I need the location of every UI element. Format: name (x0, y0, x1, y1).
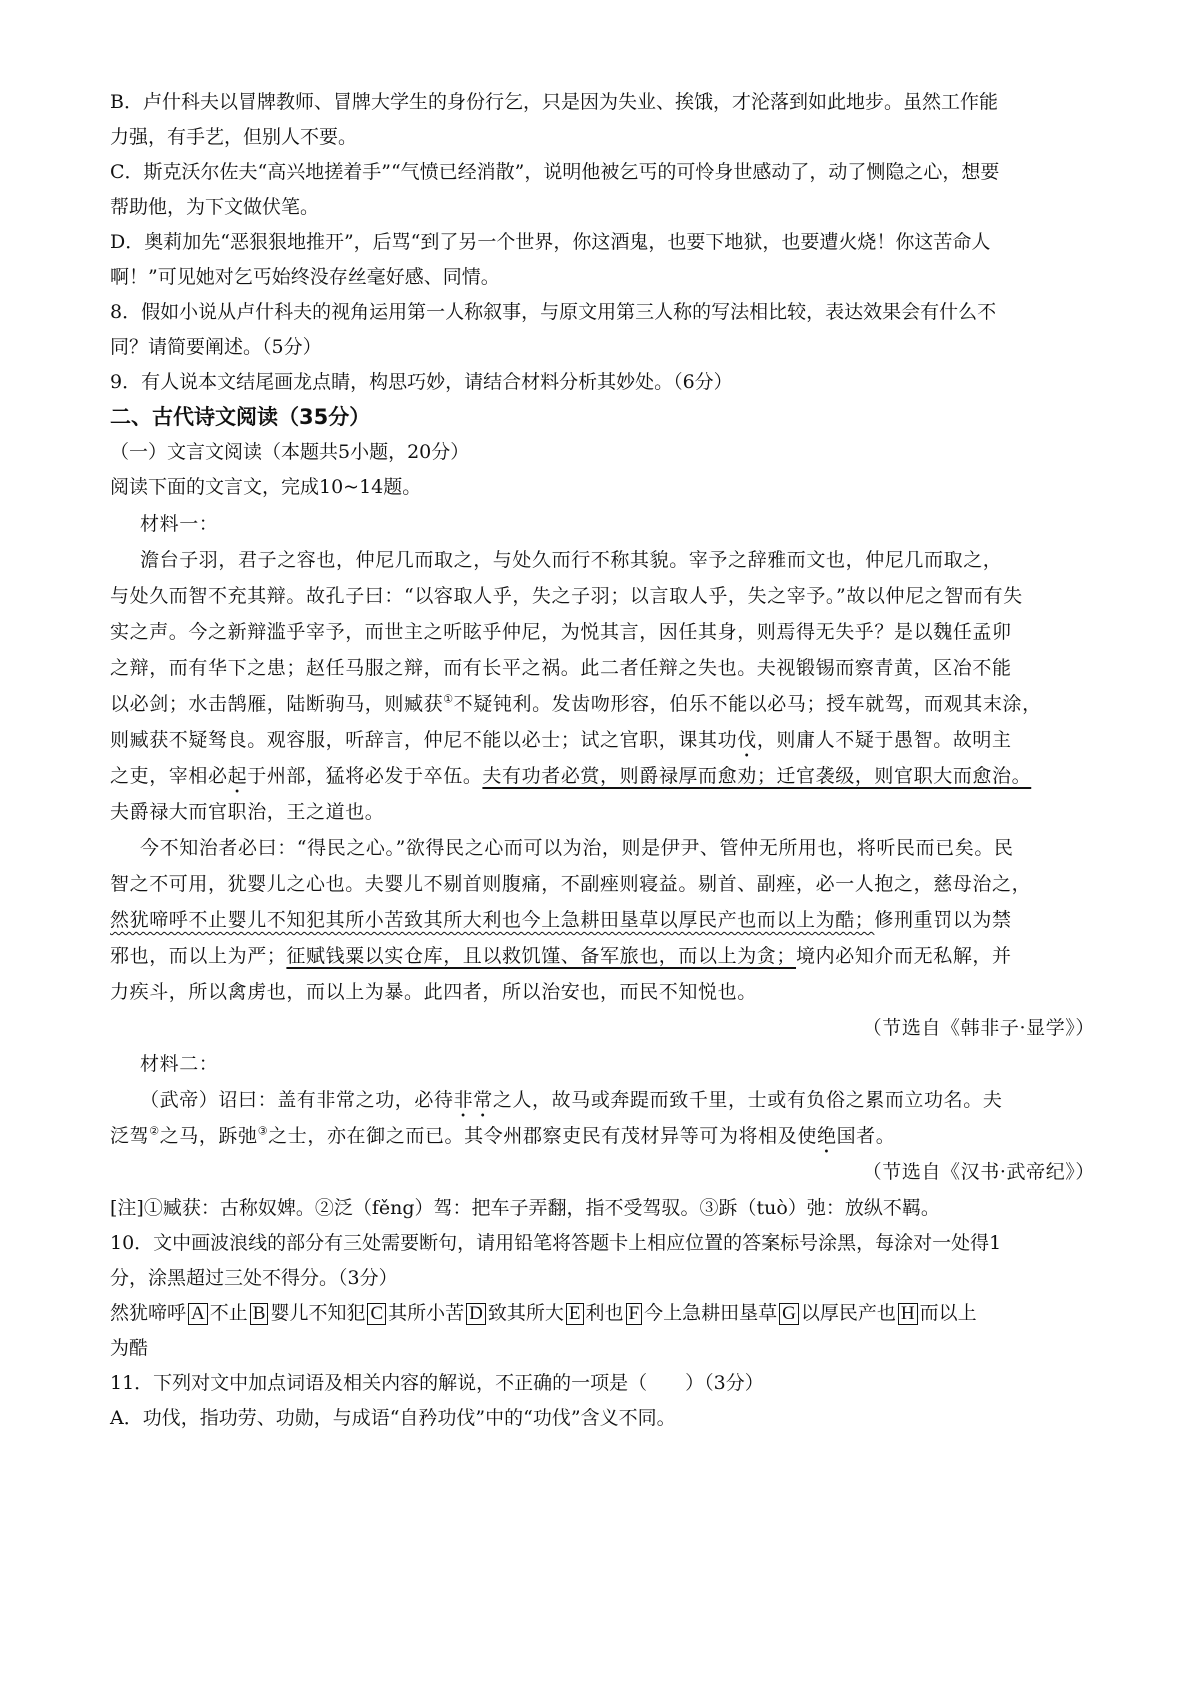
passage-text: 之吏，宰相必 (110, 765, 228, 787)
footnote-marker: ③ (257, 1124, 269, 1138)
passage-text: ，则庸人不疑于愚智。故明主 (756, 729, 1012, 751)
underlined-sentence: 夫有功者必赏，则爵禄厚而愈劝；迁官袭级，则官职大而愈治。 (482, 765, 1032, 787)
material-1-label: 材料一： (140, 513, 219, 535)
segment-text: 以厚民产也 (800, 1302, 896, 1324)
passage-text: 泛驾 (110, 1125, 150, 1147)
passage-text: 修刑重罚以为禁 (874, 909, 1012, 931)
passage-line: 澹台子羽，君子之容也，仲尼几而取之，与处久而行不称其貌。宰予之辞雅而文也，仲尼几而取之， (140, 549, 1003, 571)
question-8-line-2: 同？请简要阐述。（5分） (110, 336, 322, 358)
segment-text: 不止 (209, 1302, 248, 1324)
passage-line (110, 908, 1100, 932)
question-9: 9．有人说本文结尾画龙点睛，构思巧妙，请结合材料分析其妙处。（6分） (110, 371, 733, 393)
segment-text: 然犹啼呼 (110, 1302, 187, 1324)
segment-text: 婴儿不知犯 (270, 1302, 366, 1324)
subsection-heading: （一）文言文阅读（本题共5小题，20分） (110, 441, 470, 463)
passage-line (110, 1124, 1100, 1158)
sentence-break-last: 为酷 (110, 1337, 149, 1359)
passage-line: 与处久而智不充其辩。故孔子曰：“以容取人乎，失之子羽；以言取人乎，失之宰予。”故以仲尼之智而有失 (110, 585, 1023, 607)
annotation-note: [注]①臧获：古称奴婢。②泛（fěng）驾：把车子弄翻，指不受驾驭。③跅（tuò）弛：放纵不羁。 (110, 1197, 940, 1219)
segment-text: 而以上 (919, 1302, 977, 1324)
material-2-label: 材料二： (140, 1053, 219, 1075)
option-d-line-2: 啊！”可见她对乞丐始终没存丝毫好感、同情。 (110, 266, 500, 288)
passage-text: 之马，跅弛 (159, 1125, 258, 1147)
option-c-line-2: 帮助他，为下文做伏笔。 (110, 196, 320, 218)
passage-text: （武帝）诏曰：盖有非常之功，必待 (140, 1089, 454, 1111)
option-b-line-2: 力强，有手艺，但别人不要。 (110, 126, 358, 148)
passage-text: 于州部，猛将必发于卒伍。 (247, 765, 483, 787)
passage-line (110, 728, 1100, 762)
footnote-marker: ② (149, 1124, 160, 1138)
passage-line (110, 944, 1100, 968)
passage-text: 之士，亦在御之而已。其令州郡察吏民有茂材异等可为将相及使 (268, 1125, 817, 1147)
passage-line: 智之不可用，犹婴儿之心也。夫婴儿不剔首则腹痛，不副痤则寝益。剔首、副痤，必一人抱之，慈母治之， (110, 873, 1032, 895)
passage-text: 邪也，而以上为严； (110, 945, 287, 967)
break-box-h[interactable]: H (898, 1303, 918, 1325)
passage-text: 不疑钝利。发齿吻形容，伯乐不能以必马；授车就驾，而观其末涂， (453, 693, 1042, 715)
passage-text: 境内必知介而无私解，并 (796, 945, 1012, 967)
dotted-word: 绝 (816, 1125, 837, 1147)
question-8-line-1: 8．假如小说从卢什科夫的视角运用第一人称叙事，与原文用第三人称的写法相比较，表达效果会有什么不 (110, 301, 997, 323)
break-box-b[interactable]: B (250, 1303, 269, 1325)
option-b-line-1: B．卢什科夫以冒牌教师、冒牌大学生的身份行乞，只是因为失业、挨饿，才沦落到如此地步。虽然工作能 (110, 91, 998, 113)
passage-text: 以必剑；水击鹄雁，陆断驹马，则臧获 (110, 693, 444, 715)
dotted-word: 起 (227, 765, 248, 787)
underlined-sentence: 征赋钱粟以实仓库，且以救饥馑、备军旅也，而以上为贪； (286, 945, 797, 967)
passage-text: 之人，故马或奔踶而致千里，士或有负俗之累而立功名。夫 (492, 1089, 1003, 1111)
passage-line (140, 1088, 1100, 1122)
question-10-line-2: 分，涂黑超过三处不得分。（3分） (110, 1267, 398, 1289)
break-box-d[interactable]: D (466, 1303, 486, 1325)
passage-line: 力疾斗，所以禽虏也，而以上为暴。此四者，所以治安也，而民不知悦也。 (110, 981, 757, 1003)
break-box-c[interactable]: C (367, 1303, 386, 1325)
segment-text: 致其所大 (487, 1302, 564, 1324)
passage-line: 实之声。今之新辩滥乎宰予，而世主之听眩乎仲尼，为悦其言，因任其身，则焉得无失乎？是以魏任孟卯 (110, 621, 1012, 643)
passage-line: 今不知治者必曰：“得民之心。”欲得民之心而可以为治，则是伊尹、管仲无所用也，将听民而已矣。民 (140, 837, 1014, 859)
sentence-break-options (110, 1301, 1100, 1325)
passage-line: 之辩，而有华下之患；赵任马服之辩，而有长平之祸。此二者任辩之失也。夫视锻锡而察青黄，区冶不能 (110, 657, 1012, 679)
section-heading: 二、古代诗文阅读（35分） (110, 405, 371, 429)
passage-line (110, 692, 1100, 716)
break-box-f[interactable]: F (626, 1303, 643, 1325)
segment-text: 其所小苦 (388, 1302, 465, 1324)
dotted-word: 伐 (737, 729, 757, 751)
wavy-underlined-sentence: 然犹啼呼不止婴儿不知犯其所小苦致其所大利也今上急耕田垦草以厚民产也而以上为酷； (110, 909, 875, 931)
break-box-a[interactable]: A (188, 1303, 208, 1325)
reading-instruction: 阅读下面的文言文，完成10~14题。 (110, 476, 422, 498)
passage-line (110, 764, 1100, 798)
question-10-line-1: 10．文中画波浪线的部分有三处需要断句，请用铅笔将答题卡上相应位置的答案标号涂黑，每涂对一处得1 (110, 1232, 1002, 1254)
dotted-word: 非常 (453, 1089, 493, 1111)
question-11-option-a: A．功伐，指功劳、功勋，与成语“自矜功伐”中的“功伐”含义不同。 (110, 1407, 676, 1429)
option-c-line-1: C．斯克沃尔佐夫“高兴地搓着手”“气愤已经消散”，说明他被乞丐的可怜身世感动了，动了恻隐之心，想要 (110, 161, 1000, 183)
question-11: 11．下列对文中加点词语及相关内容的解说，不正确的一项是（ ）（3分） (110, 1372, 764, 1394)
passage-line: 夫爵禄大而官职治，王之道也。 (110, 801, 385, 823)
break-box-e[interactable]: E (566, 1303, 584, 1325)
segment-text: 利也 (585, 1302, 624, 1324)
footnote-marker: ① (443, 692, 454, 706)
source-citation: （节选自《韩非子·显学》） (862, 1017, 1095, 1039)
passage-text: 则臧获不疑驽良。观容服，听辞言，仲尼不能以必士；试之官职，课其功 (110, 729, 738, 751)
option-d-line-1: D．奥莉加先“恶狠狠地推开”，后骂“到了另一个世界，你这酒鬼，也要下地狱，也要遭火烧！你这苦命人 (110, 231, 991, 253)
break-box-g[interactable]: G (779, 1303, 799, 1325)
passage-text: 国者。 (836, 1125, 896, 1147)
segment-text: 今上急耕田垦草 (644, 1302, 778, 1324)
source-citation: （节选自《汉书·武帝纪》） (862, 1161, 1095, 1183)
